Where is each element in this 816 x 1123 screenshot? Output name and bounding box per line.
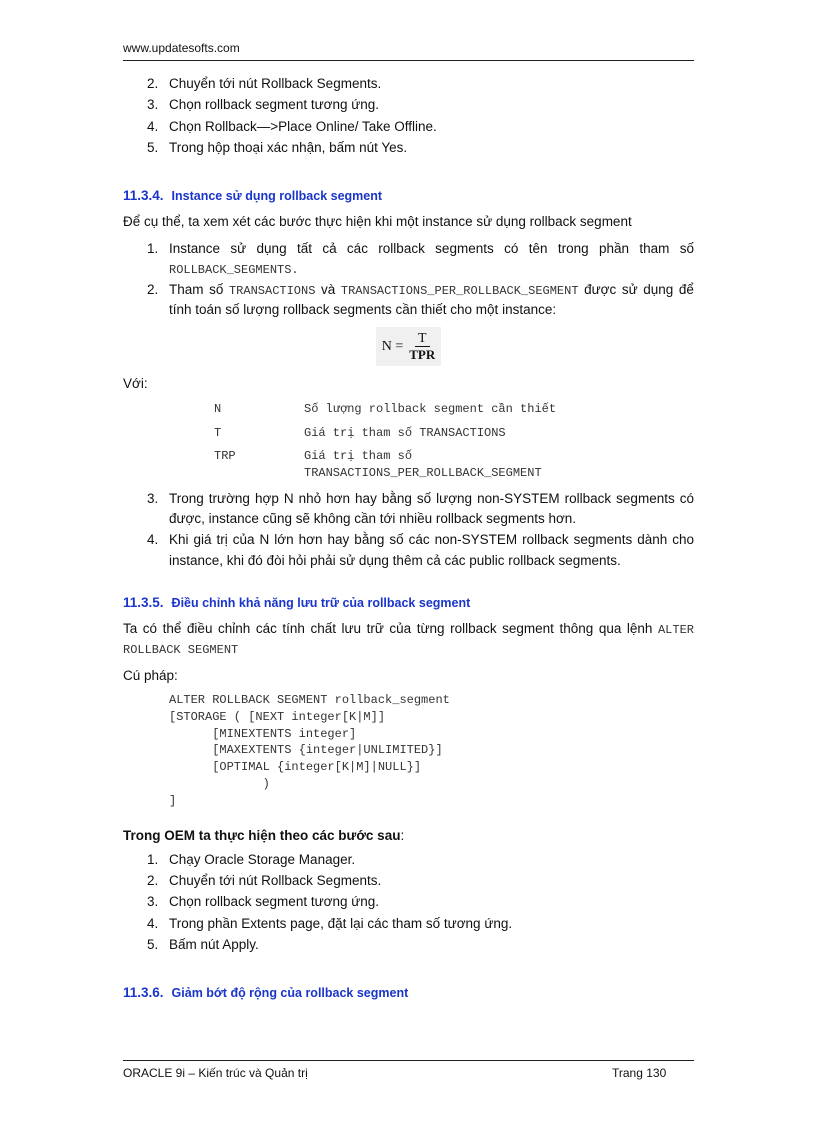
list-item: 3. Chọn rollback segment tương ứng. xyxy=(147,97,380,113)
list-item: 3. Chọn rollback segment tương ứng. xyxy=(147,894,380,910)
page-number: Trang 130 xyxy=(612,1066,667,1080)
steps-list-oem xyxy=(147,850,694,955)
header-rule xyxy=(123,60,694,61)
oem-heading: Trong OEM ta thực hiện theo các bước sau: xyxy=(123,827,405,843)
definition-row: TRP Giá trị tham số TRANSACTIONS_PER_ROLLBACK_SEGMENT xyxy=(214,449,542,481)
definition-row: N Số lượng rollback segment cần thiết xyxy=(214,401,557,416)
steps-list-online-offline xyxy=(147,74,694,158)
section-intro: Ta có thể điều chỉnh các tính chất lưu trữ của từng rollback segment thông qua lệnh ALTER ROLLBACK SEGMENT xyxy=(123,621,694,658)
section-heading-11-3-4: 11.3.4. Instance sử dụng rollback segment xyxy=(123,188,383,203)
formula xyxy=(123,327,694,367)
list-item: 2. Chuyển tới nút Rollback Segments. xyxy=(147,873,382,888)
code-inline: TRANSACTIONS xyxy=(228,284,316,298)
header-url: www.updatesofts.com xyxy=(123,41,240,55)
syntax-label: Cú pháp: xyxy=(123,667,178,683)
section-heading-11-3-5: 11.3.5. Điều chỉnh khả năng lưu trữ của rollback segment xyxy=(123,594,471,610)
list-item: 4. Trong phần Extents page, đặt lại các tham số tương ứng. xyxy=(147,915,513,931)
section-intro: Để cụ thể, ta xem xét các bước thực hiện khi một instance sử dụng rollback segment xyxy=(123,214,632,230)
list-item: 4. Chọn Rollback—>Place Online/ Take Offline. xyxy=(147,118,437,134)
page-body xyxy=(123,74,694,1009)
list-item: 5. Bấm nút Apply. xyxy=(147,936,259,952)
list-item: 2. Tham số TRANSACTIONS và TRANSACTIONS_PER_ROLLBACK_SEGMENT được sử dụng để tính toán số lượng rollback segments cần thiết cho một instance: xyxy=(147,282,694,318)
list-item: 5. Trong hộp thoại xác nhận, bấm nút Yes. xyxy=(147,139,408,155)
list-item: 3. Trong trường hợp N nhỏ hơn hay bằng số lượng non-SYSTEM rollback segments có được, instance cũng sẽ không cần tới nhiều rollback segments hơn. xyxy=(147,490,694,527)
section-heading-11-3-6: 11.3.6. Giảm bớt độ rộng của rollback segment xyxy=(123,985,409,1000)
footer-rule xyxy=(123,1060,694,1061)
definition-row: T Giá trị tham số TRANSACTIONS xyxy=(214,425,506,440)
definitions-table xyxy=(214,401,694,482)
steps-list-instance-cont xyxy=(147,489,694,571)
code-inline: ROLLBACK_SEGMENTS. xyxy=(169,262,299,277)
fraction: $\frac{T}{\text{TPR}}$ xyxy=(409,330,436,362)
formula-image: N = $\frac{T}{\text{TPR}}$ xyxy=(376,327,442,367)
steps-list-instance xyxy=(147,239,694,321)
list-item: 4. Khi giá trị của N lớn hơn hay bằng số các non-SYSTEM rollback segments dành cho instance, khi đó đòi hỏi phải sử dụng thêm cả các public rollback segments. xyxy=(147,532,694,568)
code-inline: ALTER ROLLBACK SEGMENT xyxy=(123,623,694,658)
list-item: 1. Chạy Oracle Storage Manager. xyxy=(147,851,356,867)
list-item: 1. Instance sử dụng tất cả các rollback segments có tên trong phần tham số ROLLBACK_SEGMENTS. xyxy=(147,240,694,277)
footer-title: ORACLE 9i – Kiến trúc và Quản trị xyxy=(123,1066,308,1080)
code-inline: TRANSACTIONS_PER_ROLLBACK_SEGMENT xyxy=(340,284,579,298)
list-item: 2. Chuyển tới nút Rollback Segments. xyxy=(147,76,382,91)
syntax-code-block: ALTER ROLLBACK SEGMENT rollback_segment [STORAGE ( [NEXT integer[K|M]] [MINEXTENTS integer] [MAXEXTENTS {integer|UNLIMITED}] [OPTIMAL {integer[K|M]|NULL}] ) ] xyxy=(169,692,450,808)
with-label: Với: xyxy=(123,376,148,392)
